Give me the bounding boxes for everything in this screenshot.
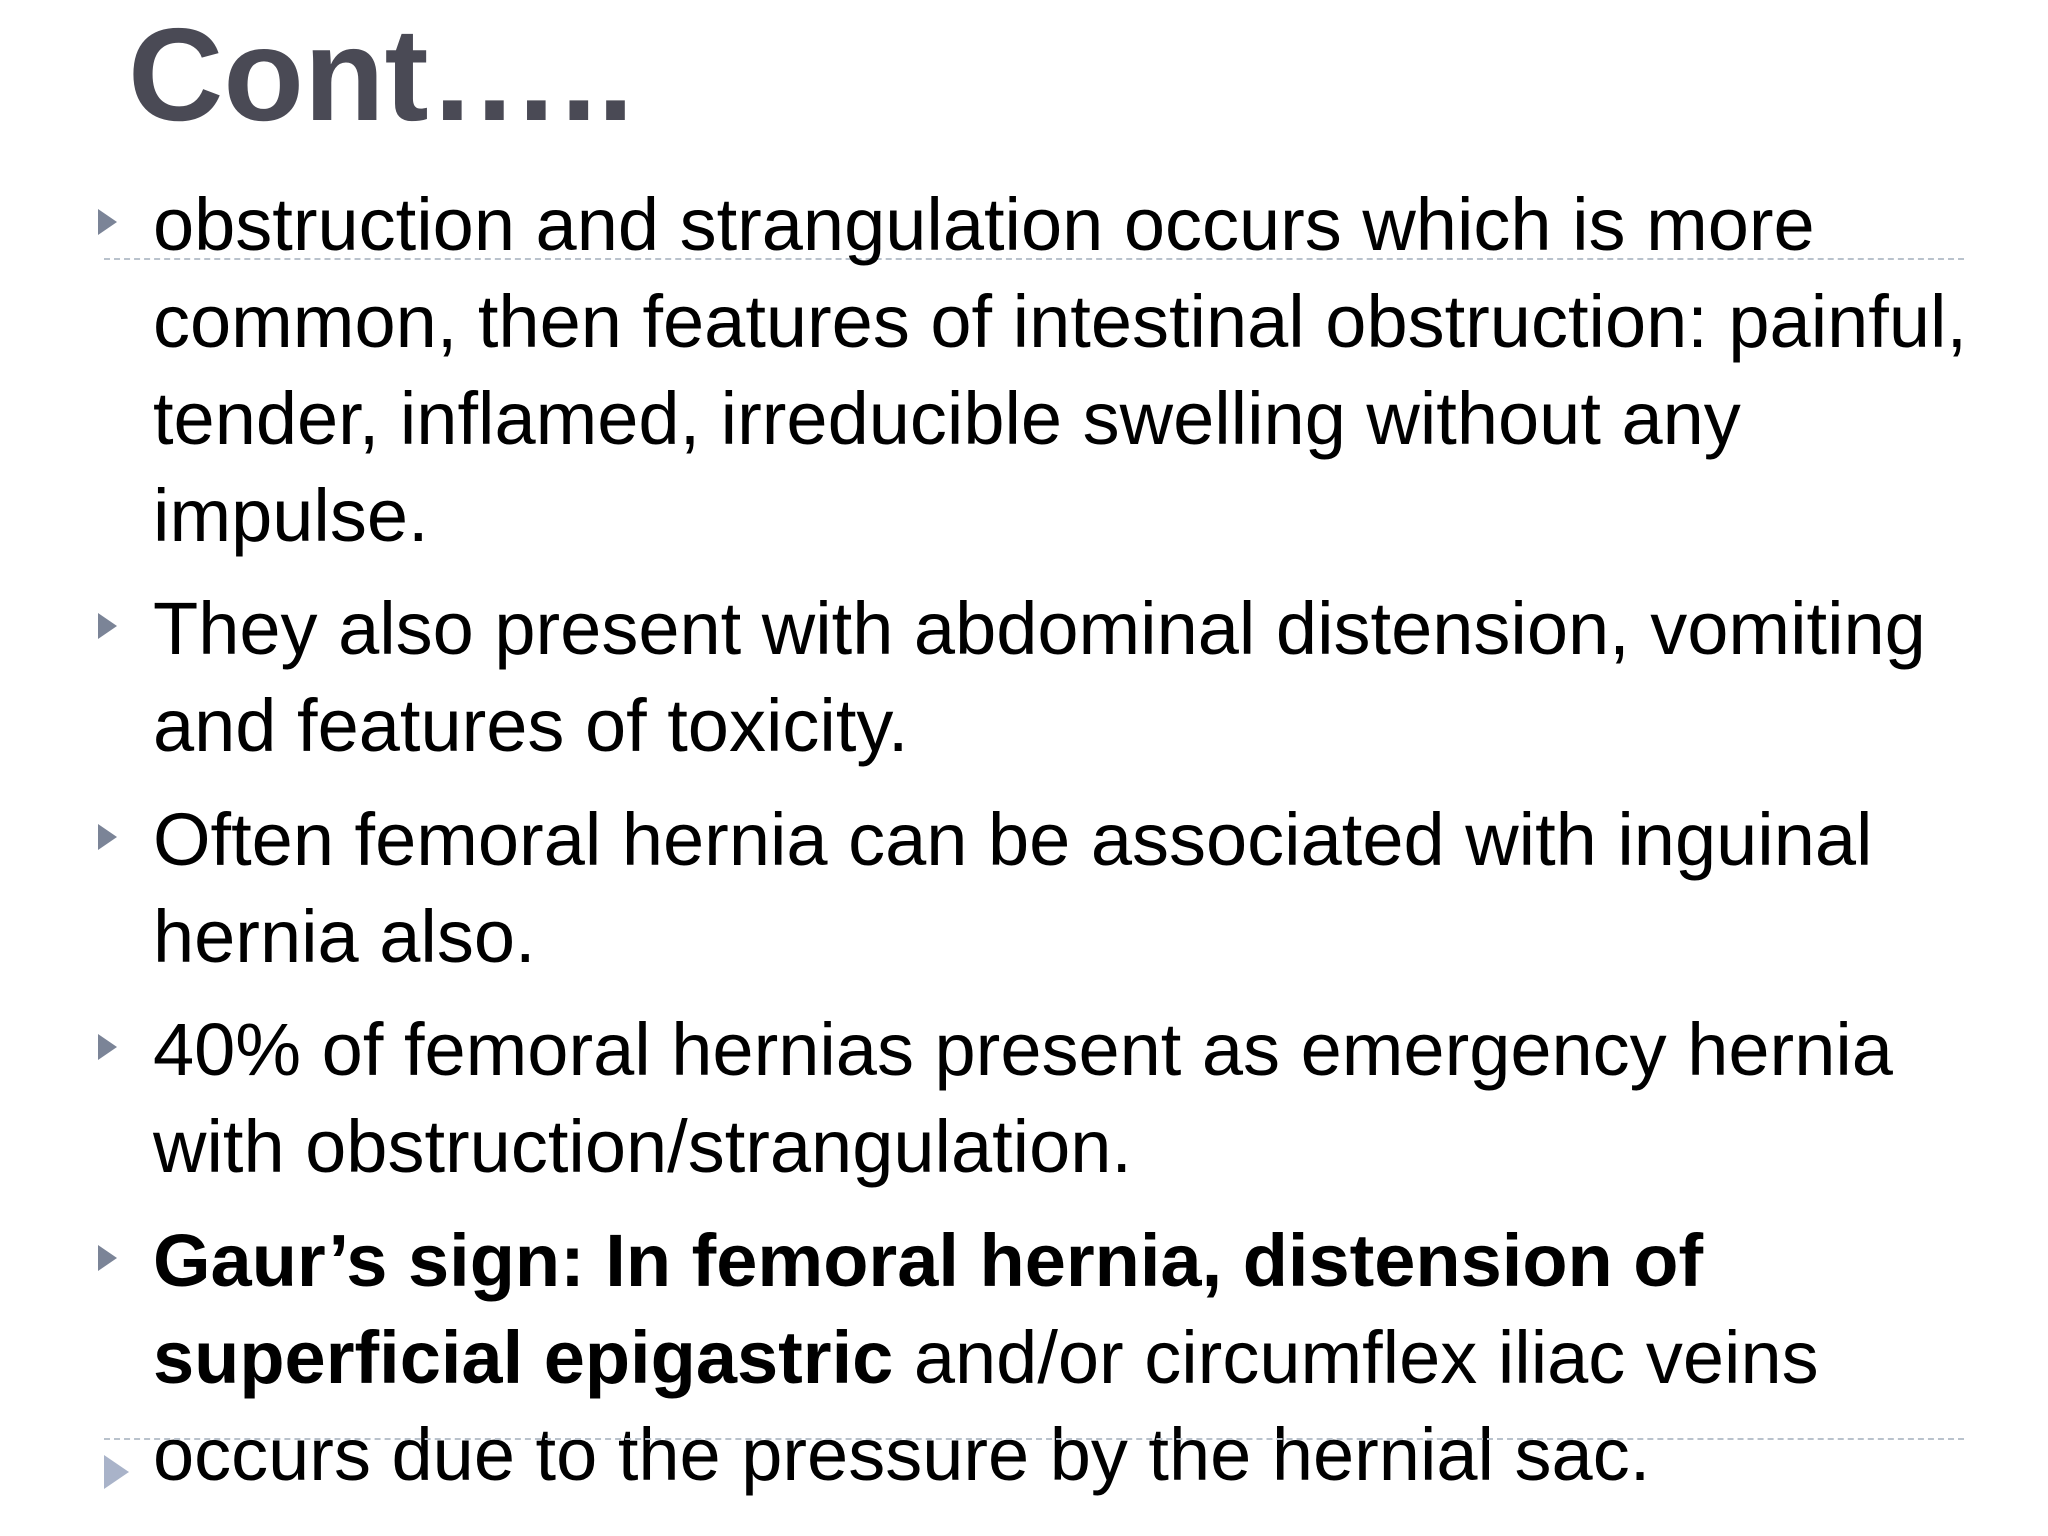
bullet-text-regular: 40% of femoral hernias present as emergency hernia with obstruction/strangulation. xyxy=(153,1008,1893,1188)
bullet-text-regular: obstruction and strangulation occurs which is more common, then features of intestinal obstruction: painful, tender, inflamed, irreducible swelling without any impulse. xyxy=(153,183,1968,557)
bullet-text-regular: and/or circumflex iliac veins occurs due to the pressure by the hernial sac. xyxy=(153,1316,1819,1496)
bullet-text-regular: They also present with abdominal distension, vomiting and features of toxicity. xyxy=(153,587,1926,767)
triangle-bullet-icon xyxy=(98,1245,117,1271)
bullet-text-bold: Gaur’s sign: In femoral hernia, distension of superficial epigastric xyxy=(153,1219,1704,1399)
triangle-bullet-icon xyxy=(98,209,117,235)
triangle-bullet-icon xyxy=(98,1034,117,1060)
bullet-text xyxy=(153,1001,1983,1195)
triangle-bullet-icon xyxy=(98,613,117,639)
bullet-text xyxy=(153,791,1983,985)
bullet-text xyxy=(153,1212,1983,1503)
triangle-bullet-icon xyxy=(98,824,117,850)
bullet-text xyxy=(153,580,1983,774)
bullet-text xyxy=(153,176,1983,564)
bullet-text-regular: Often femoral hernia can be associated with inguinal hernia also. xyxy=(153,798,1873,978)
bottom-dashed-rule xyxy=(104,1438,1964,1440)
triangle-corner-icon xyxy=(104,1455,129,1489)
slide-title: Cont….. xyxy=(128,1,634,148)
